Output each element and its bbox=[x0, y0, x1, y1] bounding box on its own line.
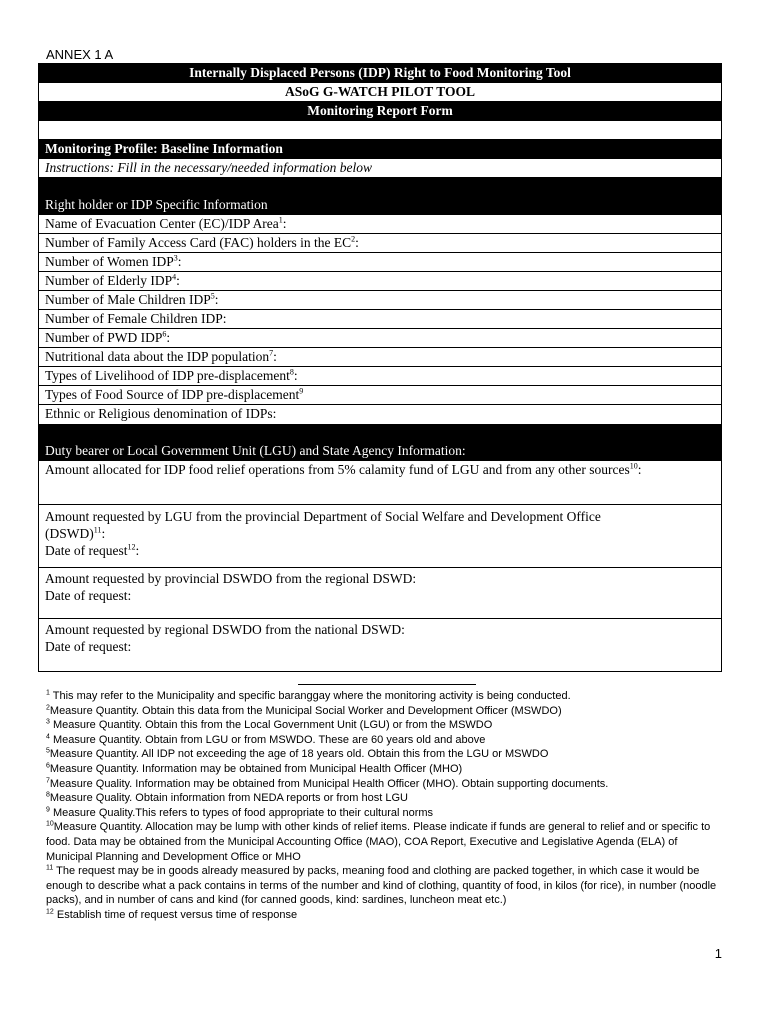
footnote bbox=[46, 791, 722, 806]
field-label: Ethnic or Religious denomination of IDPs: bbox=[45, 406, 277, 421]
footnote bbox=[46, 733, 722, 748]
provincial-request-field[interactable] bbox=[39, 568, 721, 619]
footnote-text: Measure Quality. Information may be obtained from Municipal Health Officer (MHO). Obtain supporting documents. bbox=[49, 777, 609, 790]
page-number: 1 bbox=[714, 946, 722, 961]
footnote-ref: 6 bbox=[162, 329, 167, 339]
footnote-number: 9 bbox=[46, 806, 50, 814]
footnote-ref: 3 bbox=[173, 253, 178, 263]
rightholder-field[interactable] bbox=[39, 329, 721, 348]
field-suffix: : bbox=[214, 292, 219, 307]
field-label: Number of Women IDP bbox=[45, 254, 174, 269]
footnote bbox=[46, 718, 722, 733]
field-label: Types of Food Source of IDP pre-displacement bbox=[45, 387, 300, 402]
lgu-request-field[interactable]: Amount requested by LGU from the provincial Department of Social Welfare and Development Office (DSWD)$^{11}$: Date of request$^{12}$: bbox=[39, 505, 721, 568]
footnote-number: 7 bbox=[46, 776, 50, 784]
blank-row bbox=[39, 121, 721, 140]
rightholder-field[interactable] bbox=[39, 348, 721, 367]
footnote-ref: 12 bbox=[127, 542, 136, 552]
rightholder-field[interactable] bbox=[39, 310, 721, 329]
footnote-text: Measure Quantity. Information may be obtained from Municipal Health Officer (MHO) bbox=[49, 762, 463, 775]
field-suffix: : bbox=[166, 330, 171, 345]
field-suffix: : bbox=[273, 349, 277, 364]
footnote-number: 10 bbox=[46, 820, 54, 828]
field-label: Number of Female Children IDP: bbox=[45, 311, 227, 326]
footnote-number: 3 bbox=[46, 718, 50, 726]
field-label: Name of Evacuation Center (EC)/IDP Area bbox=[45, 216, 279, 231]
footnote-number: 8 bbox=[46, 791, 50, 799]
rightholder-heading: Right holder or IDP Specific Information bbox=[39, 178, 721, 215]
footnote-text: Measure Quality. Obtain information from NEDA reports or from host LGU bbox=[49, 792, 408, 805]
lgu-request-date-label: Date of request bbox=[45, 543, 128, 558]
footnote-text: Measure Quantity. Obtain from LGU or from MSWDO. These are 60 years old and above bbox=[49, 733, 486, 746]
footnote-text: Establish time of request versus time of response bbox=[53, 908, 298, 921]
regional-request-label: Amount requested by regional DSWDO from the national DSWD: bbox=[45, 622, 405, 637]
rightholder-field[interactable] bbox=[39, 253, 721, 272]
footnote-number: 1 bbox=[46, 689, 50, 697]
footnote bbox=[46, 820, 722, 864]
field-suffix: : bbox=[282, 216, 287, 231]
rightholder-field[interactable] bbox=[39, 405, 721, 424]
footnote bbox=[46, 908, 722, 923]
footnote bbox=[46, 762, 722, 777]
footnote-number: 4 bbox=[46, 733, 50, 741]
rightholder-field[interactable] bbox=[39, 215, 721, 234]
form-title: Internally Displaced Persons (IDP) Right to Food Monitoring Tool bbox=[39, 64, 721, 83]
lgu-request-label: Amount requested by LGU from the provincial Department of Social Welfare and Development Office bbox=[45, 509, 601, 524]
footnote-ref: 2 bbox=[351, 234, 356, 244]
footnotes bbox=[46, 689, 722, 923]
footnote-ref: 9 bbox=[299, 386, 304, 396]
field-suffix: : bbox=[293, 368, 298, 383]
field-label: Number of Elderly IDP bbox=[45, 273, 173, 288]
field-label: Types of Livelihood of IDP pre-displacement bbox=[45, 368, 290, 383]
footnote bbox=[46, 704, 722, 719]
form-subtitle: ASoG G-WATCH PILOT TOOL bbox=[39, 83, 721, 102]
footnote bbox=[46, 806, 722, 821]
field-suffix: : bbox=[355, 235, 359, 250]
profile-heading: Monitoring Profile: Baseline Information bbox=[39, 140, 721, 159]
footnote-number: 12 bbox=[46, 908, 54, 916]
footnote-ref: 8 bbox=[289, 367, 294, 377]
footnote-separator bbox=[298, 684, 476, 685]
rightholder-field[interactable] bbox=[39, 291, 721, 310]
field-label: Number of PWD IDP bbox=[45, 330, 163, 345]
dutybearer-heading: Duty bearer or Local Government Unit (LGU) and State Agency Information: bbox=[39, 424, 721, 461]
provincial-request-label: Amount requested by provincial DSWDO from the regional DSWD: bbox=[45, 571, 417, 586]
amount-allocated-field[interactable]: Amount allocated for IDP food relief operations from 5% calamity fund of LGU and from any other sources$^{10}$: bbox=[39, 461, 721, 505]
field-suffix: : bbox=[177, 254, 182, 269]
footnote-number: 11 bbox=[46, 864, 54, 872]
footnote-ref: 5 bbox=[210, 291, 215, 301]
footnote bbox=[46, 689, 722, 704]
rightholder-field[interactable] bbox=[39, 272, 721, 291]
footnote-number: 5 bbox=[46, 747, 50, 755]
rightholder-fields bbox=[39, 215, 721, 424]
monitoring-form bbox=[38, 63, 722, 672]
field-label: Number of Male Children IDP bbox=[45, 292, 211, 307]
field-label: Nutritional data about the IDP population bbox=[45, 349, 270, 364]
field-label: Number of Family Access Card (FAC) holders in the EC bbox=[45, 235, 352, 250]
footnote-text: Measure Quality.This refers to types of food appropriate to their cultural norms bbox=[49, 806, 434, 819]
footnote-ref: 4 bbox=[172, 272, 177, 282]
annex-label: ANNEX 1 A bbox=[46, 47, 114, 62]
rightholder-field[interactable] bbox=[39, 234, 721, 253]
rightholder-field[interactable] bbox=[39, 367, 721, 386]
footnote-ref: 1 bbox=[278, 215, 283, 225]
field-suffix: : bbox=[176, 273, 180, 288]
instructions: Instructions: Fill in the necessary/needed information below bbox=[39, 159, 721, 178]
footnote-text: Measure Quantity. Obtain this from the Local Government Unit (LGU) or from the MSWDO bbox=[49, 719, 493, 732]
report-form-title: Monitoring Report Form bbox=[39, 102, 721, 121]
footnote bbox=[46, 777, 722, 792]
provincial-request-date-label: Date of request: bbox=[45, 588, 132, 603]
footnote-ref: 10 bbox=[629, 461, 638, 471]
footnote-text: Measure Quantity. Allocation may be lump with other kinds of relief items. Please indicate if funds are general to relief and or specific to food. Data may be obtained from the Municipal Accounting Office (MAO), COA Report, Executive and Legislative Agenda (ELA) of Municipal Planning and Development Office or MHO bbox=[46, 821, 711, 863]
footnote bbox=[46, 747, 722, 762]
footnote-ref: 11 bbox=[93, 525, 102, 535]
footnote-number: 6 bbox=[46, 762, 50, 770]
rightholder-field[interactable] bbox=[39, 386, 721, 405]
footnote-text: This may refer to the Municipality and specific baranggay where the monitoring activity is being conducted. bbox=[49, 690, 571, 702]
regional-request-date-label: Date of request: bbox=[45, 639, 132, 654]
footnote-text: Measure Quantity. Obtain this data from the Municipal Social Worker and Development Officer (MSWDO) bbox=[49, 704, 562, 717]
amount-allocated-label: Amount allocated for IDP food relief operations from 5% calamity fund of LGU and from any other sources bbox=[45, 462, 630, 477]
footnote-number: 2 bbox=[46, 703, 50, 711]
regional-request-field[interactable] bbox=[39, 619, 721, 671]
footnote bbox=[46, 864, 722, 908]
footnote-ref: 7 bbox=[269, 348, 274, 358]
footnote-text: Measure Quantity. All IDP not exceeding the age of 18 years old. Obtain this from the LGU or MSWDO bbox=[49, 748, 549, 761]
footnote-text: The request may be in goods already measured by packs, meaning food and clothing are packed together, in which case it would be enough to describe what a pack contains in terms of the number and kind of clothing, quantity of food, in kilos (for rice), in number (noodle packs), and in number of cans and kind (for canned goods, kind: sardines, luncheon meat etc.) bbox=[46, 865, 717, 907]
